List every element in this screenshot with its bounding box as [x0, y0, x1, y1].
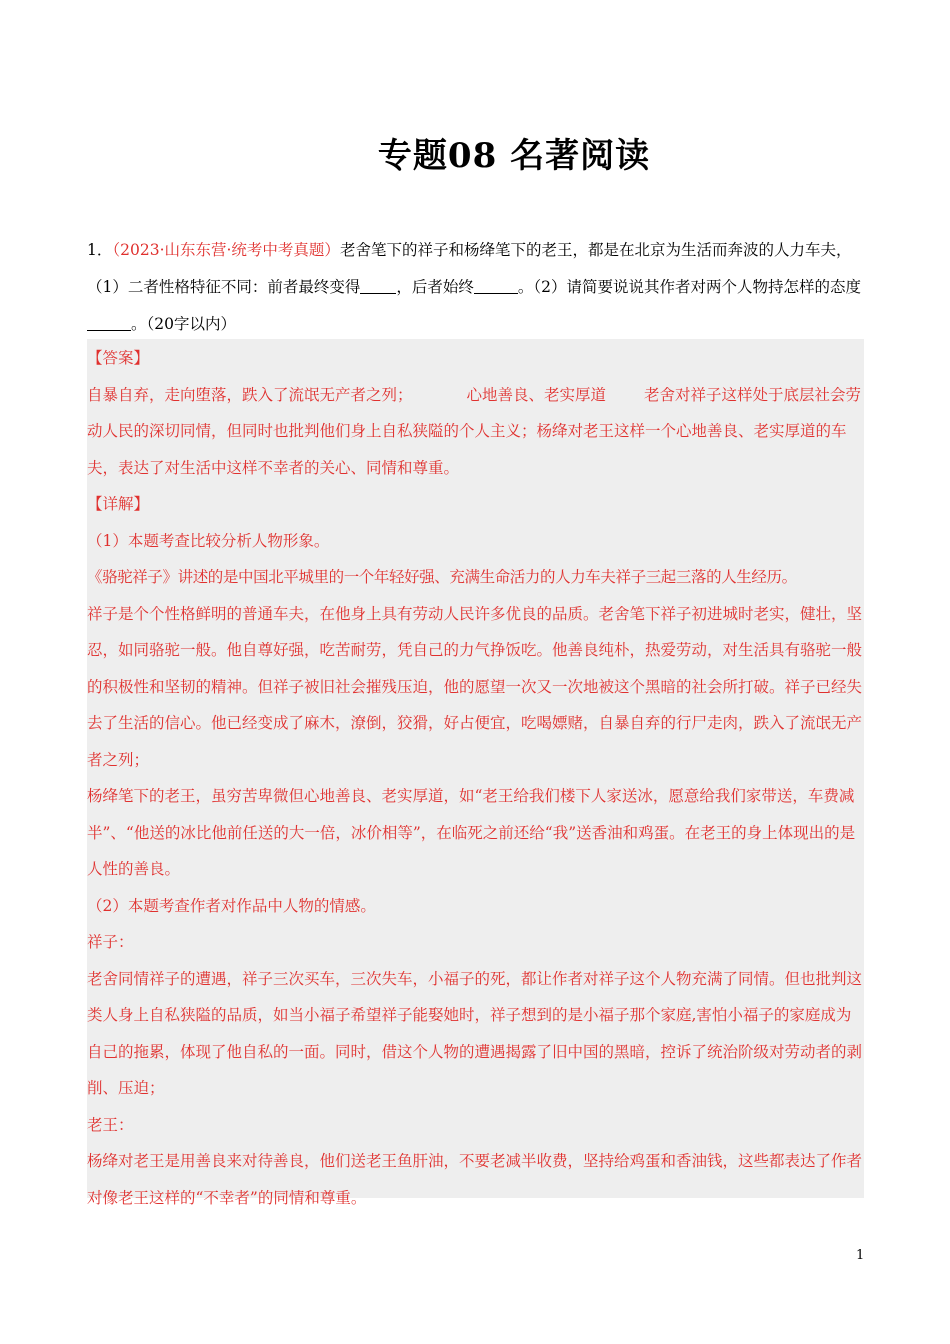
- detail-paragraph-4: 杨绛笔下的老王，虽穷苦卑微但心地善良、老实厚道，如“老王给我们楼下人家送冰，愿意给我们家带送，车费减半”、“他送的冰比他前任送的大一倍，冰价相等”，在临死之前还给“我”送香油和鸡蛋。在老王的身上体现出的是人性的善良。: [87, 787, 856, 878]
- answer-blank-2: [474, 278, 518, 295]
- question-text-4: 。（20字以内）: [131, 315, 236, 333]
- answer-heading: 【答案】: [87, 349, 150, 367]
- detail-paragraph-6: 祥子：: [87, 933, 134, 951]
- answer-part-1: 自暴自弃，走向堕落，跌入了流氓无产者之列；: [87, 385, 413, 404]
- question-source: （2023·山东东营·统考中考真题）: [112, 241, 340, 259]
- detail-paragraph-8: 老王：: [87, 1115, 134, 1134]
- detail-paragraph-7: 老舍同情祥子的遭遇，祥子三次买车，三次失车，小福子的死，都让作者对祥子这个人物充满了同情。但也批判这类人身上自私狭隘的品质，如当小福子希望祥子能娶她时，祥子想到的是小福子那个家庭,害怕小福子的家庭成为自己的拖累，体现了他自私的一面。同时，借这个人物的遭遇揭露了旧中国的黑暗，控诉了统治阶级对劳动者的剥削、压迫；: [87, 969, 863, 1097]
- answer-blank-3: [87, 315, 131, 332]
- page-number: 1: [856, 1248, 865, 1263]
- detail-paragraph-5: （2）本题考查作者对作品中人物的情感。: [87, 896, 376, 915]
- question-number: 1．: [87, 241, 113, 259]
- answer-part-2: 心地善良、老实厚道: [466, 385, 607, 404]
- answer-blank-1: [360, 278, 396, 295]
- page-title: 专题08 名著阅读: [377, 136, 651, 176]
- detail-paragraph-3: 祥子是个个性格鲜明的普通车夫，在他身上具有劳动人民许多优良的品质。老舍笔下祥子初进城时老实，健壮，坚忍，如同骆驼一般。他自尊好强，吃苦耐劳，凭自己的力气挣饭吃。他善良纯朴，热爱劳动，对生活具有骆驼一般的积极性和坚韧的精神。但祥子被旧社会摧残压迫，他的愿望一次又一次地被这个黑暗的社会所打破。祥子已经失去了生活的信心。他已经变成了麻木，潦倒，狡猾，好占便宜，吃喝嫖赌，自暴自弃的行尸走肉，跌入了流氓无产者之列；: [87, 604, 863, 769]
- answer-section: [87, 340, 864, 1216]
- question-text-1: 老舍笔下的祥子和杨绛笔下的老王，都是在北京为生活而奔波的人力车夫，（1）二者性格特征不同：前者最终变得: [87, 241, 852, 296]
- question-text-3: 。（2）请简要说说其作者对两个人物持怎样的态度: [517, 278, 862, 296]
- question-text-2: ，后者始终: [396, 278, 474, 296]
- detail-paragraph-9: 杨绛对老王是用善良来对待善良，他们送老王鱼肝油，不要老减半收费，坚持给鸡蛋和香油钱，这些都表达了作者对像老王这样的“不幸者”的同情和尊重。: [87, 1152, 863, 1207]
- detail-paragraph-2: 《骆驼祥子》讲述的是中国北平城里的一个年轻好强、充满生命活力的人力车夫祥子三起三落的人生经历。: [87, 568, 797, 586]
- detail-heading: 【详解】: [87, 495, 150, 513]
- answer-text: [87, 377, 864, 487]
- detail-paragraph-1: （1）本题考查比较分析人物形象。: [87, 531, 330, 550]
- answer-part-3: 老舍对祥子这样处于底层社会劳动人民的深切同情，但同时也批判他们身上自私狭隘的个人主义；杨绛对老王这样一个心地善良、老实厚道的车夫，表达了对生活中这样不幸者的关心、同情和尊重。: [87, 385, 862, 477]
- question-1: [87, 232, 863, 343]
